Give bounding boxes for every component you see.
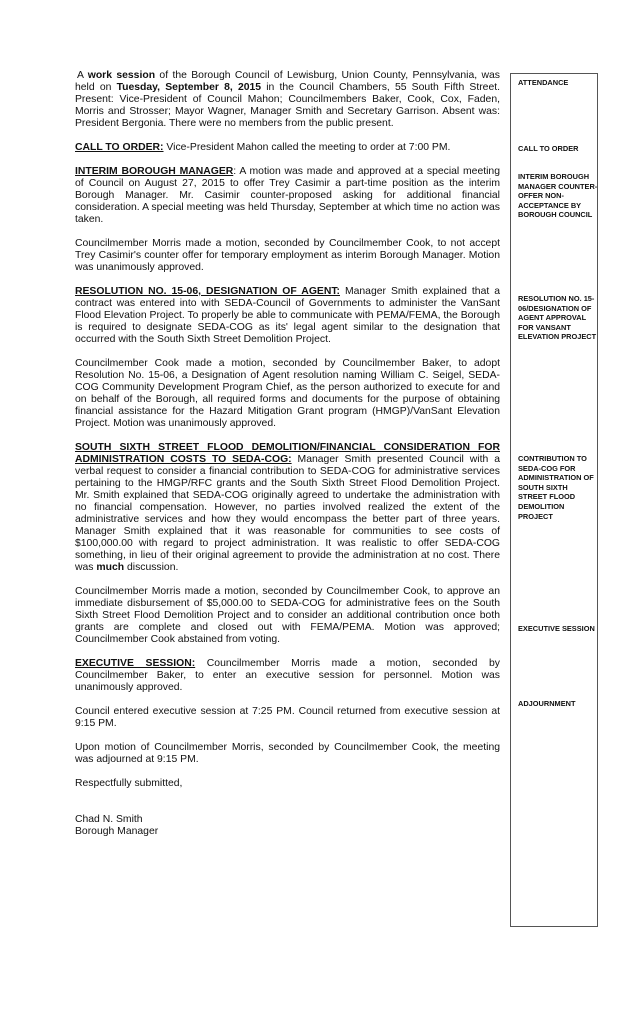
topic-interim-manager: INTERIM BOROUGH MANAGER COUNTER-OFFER NON-ACCEPTANCE BY BOROUGH COUNCIL — [518, 172, 598, 220]
minutes-body — [75, 70, 500, 838]
session-type: work session — [87, 70, 156, 81]
section-heading: CALL TO ORDER: — [75, 142, 164, 153]
south-sixth-motion: Councilmember Morris made a motion, seconded by Councilmember Cook, to approve an immediate disbursement of $5,000.00 to SEDA-COG for administrative fees on the South Sixth Street Flood Demolition Project and to consider an additional contribution once both grants are complete and closed out with FEMA/PEMA. Motion was approved; Councilmember Cook abstained from voting. — [75, 586, 500, 645]
signature-block — [75, 814, 500, 838]
adjournment-paragraph: Upon motion of Councilmember Morris, seconded by Councilmember Cook, the meeting was adjourned at 9:15 PM. — [75, 742, 500, 765]
executive-session-paragraph: EXECUTIVE SESSION: Councilmember Morris made a motion, seconded by Councilmember Baker, to enter an executive session for personnel. Motion was unanimously approved. — [75, 658, 500, 693]
interim-manager-paragraph: INTERIM BOROUGH MANAGER: A motion was made and approved at a special meeting of Council on August 27, 2015 to offer Trey Casimir a part-time position as the interim Borough Manager. Mr. Casimir counter-proposed asking for additional financial consideration. A special meeting was held Thursday, September at which time no action was taken. — [75, 166, 500, 225]
topic-call-to-order: CALL TO ORDER — [518, 144, 579, 153]
section-heading: EXECUTIVE SESSION: — [75, 658, 196, 669]
section-heading: SOUTH SIXTH STREET FLOOD DEMOLITION/FINANCIAL CONSIDERATION FOR ADMINISTRATION COSTS TO SEDA-COG: — [75, 442, 500, 465]
interim-manager-motion: Councilmember Morris made a motion, seconded by Councilmember Cook, to not accept Trey Casimir's counter offer for temporary employment as interim Borough Manager. Motion was unanimously approved. — [75, 238, 500, 273]
margin-topics-box — [510, 73, 598, 927]
attendance-paragraph: A work session of the Borough Council of Lewisburg, Union County, Pennsylvania, was held on Tuesday, September 8, 2015 in the Council Chambers, 55 South Fifth Street. Present: Vice-President of Council Mahon; Councilmembers Baker, Cook, Cox, Faden, Morris and Strosser; Mayor Wagner, Manager Smith and Secretary Garrison. Absent was: President Bergonia. There were no members from the public present. — [75, 70, 500, 129]
south-sixth-paragraph: SOUTH SIXTH STREET FLOOD DEMOLITION/FINANCIAL CONSIDERATION FOR ADMINISTRATION COSTS TO SEDA-COG: Manager Smith presented Council with a verbal request to consider a financial contribution to SEDA-COG for administrative services pertaining to the HMGP/RFC grants and the South Sixth Street Flood Demolition Project. Mr. Smith explained that SEDA-COG originally agreed to undertake the administration with no financial compensation. However, no parties involved realized the extent of the administrative services and how they would encompass the better part of three years. Manager Smith explained that it was reasonable for communities to see costs of $100,000.00 with regard to project administration. It was realistic to offer SEDA-COG something, in lieu of their original agreement to provide the administration at no cost. There was much discussion. — [75, 442, 500, 573]
signer-title: Borough Manager — [75, 826, 159, 837]
meeting-date: Tuesday, September 8, 2015 — [116, 82, 262, 93]
closing-salutation: Respectfully submitted, — [75, 778, 183, 789]
resolution-paragraph: RESOLUTION NO. 15-06, DESIGNATION OF AGENT: Manager Smith explained that a contract was entered into with SEDA-Council of Governments to administer the VanSant Flood Elevation Project. To properly be able to communicate with PEMA/FEMA, the Borough is required to designate SEDA-COG as its' legal agent similar to the designation that occurred with the South Sixth Street Demolition Project. — [75, 286, 500, 345]
resolution-motion: Councilmember Cook made a motion, seconded by Councilmember Baker, to adopt Resolution No. 15-06, a Designation of Agent resolution naming William C. Seigel, SEDA-COG Community Development Program Chief, as the person authorized to execute for and on behalf of the Borough, all required forms and documents for the purpose of obtaining financial assistance for the Hazard Mitigation Grant program (HMGP)/VanSant Elevation Project. Motion was unanimously approved. — [75, 358, 500, 429]
topic-resolution: RESOLUTION NO. 15-06/DESIGNATION OF AGENT APPROVAL FOR VANSANT ELEVATION PROJECT — [518, 294, 597, 342]
topic-executive-session: EXECUTIVE SESSION — [518, 624, 595, 633]
signer-name: Chad N. Smith — [75, 814, 143, 825]
topic-adjournment: ADJOURNMENT — [518, 699, 576, 708]
topic-seda-cog-contribution: CONTRIBUTION TO SEDA-COG FOR ADMINISTRATION OF SOUTH SIXTH STREET FLOOD DEMOLITION PROJECT — [518, 454, 594, 521]
section-heading: INTERIM BOROUGH MANAGER — [75, 166, 234, 177]
executive-session-times: Council entered executive session at 7:25 PM. Council returned from executive session at 9:15 PM. — [75, 706, 500, 729]
topic-attendance: ATTENDANCE — [518, 78, 569, 87]
section-heading: RESOLUTION NO. 15-06, DESIGNATION OF AGENT: — [75, 286, 340, 297]
call-to-order-paragraph: CALL TO ORDER: Vice-President Mahon called the meeting to order at 7:00 PM. — [75, 142, 451, 153]
